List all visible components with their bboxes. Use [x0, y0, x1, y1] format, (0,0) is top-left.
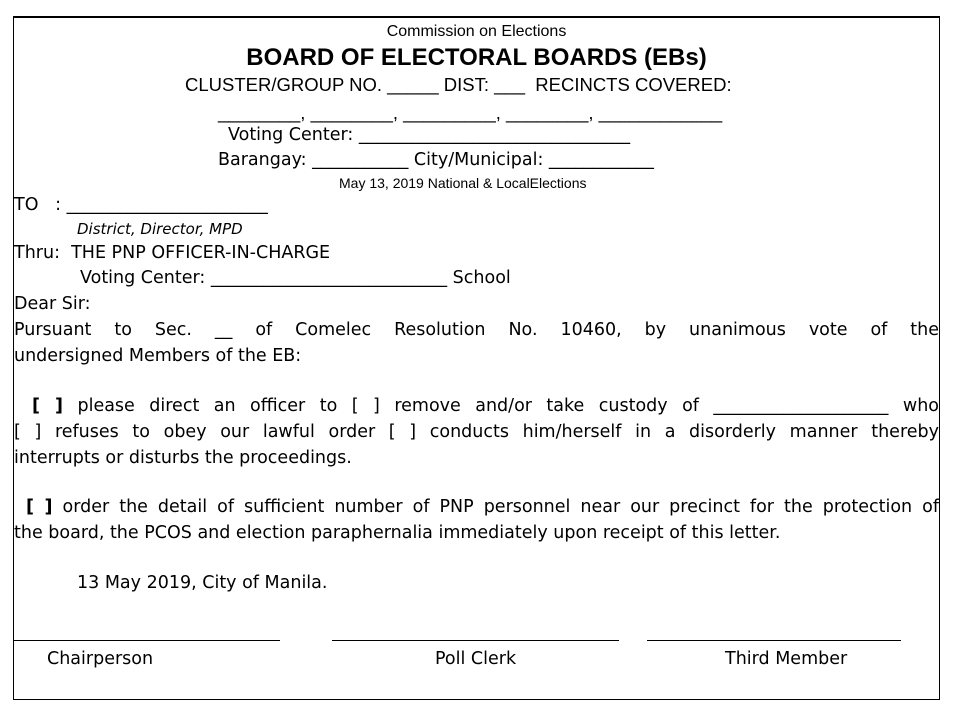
option-detail-text-1: order the detail of sufficient number of PNP personnel near our precinct for the protection of — [62, 497, 939, 517]
thru-line: Thru: THE PNP OFFICER-IN-CHARGE — [14, 243, 331, 263]
form-title: BOARD OF ELECTORAL BOARDS (EBs) — [246, 44, 707, 71]
option-custody — [14, 398, 939, 476]
option-custody-line-1 — [14, 398, 939, 424]
option-detail — [14, 499, 939, 551]
option-detail-line-1 — [14, 499, 939, 525]
voting-center-header-line: Voting Center: _______________________________ — [228, 125, 631, 145]
to-subtitle: District, Director, MPD — [77, 220, 243, 238]
poll-clerk-signature-line — [332, 640, 619, 641]
precinct-blanks: ________, ________, _________, ________, ____________ — [218, 102, 723, 123]
agency-name: Commission on Elections — [386, 23, 567, 40]
chairperson-signature-line — [14, 640, 280, 641]
poll-clerk-label: Poll Clerk — [435, 649, 517, 669]
intro-line-2: undersigned Members of the EB: — [14, 346, 302, 366]
thru-voting-center-line: Voting Center: ___________________________ School — [80, 268, 511, 288]
chairperson-label: Chairperson — [47, 649, 154, 669]
option-custody-text-1: please direct an officer to [ ] remove and/or take custody of ____________________ who — [77, 396, 939, 416]
date-place: 13 May 2019, City of Manila. — [77, 573, 328, 593]
option-detail-line-2: the board, the PCOS and election paraphernalia immediately upon receipt of this letter. — [14, 523, 781, 543]
election-name: May 13, 2019 National & LocalElections — [339, 175, 587, 191]
barangay-city-line: Barangay: ___________ City/Municipal: ____________ — [218, 150, 654, 170]
third-member-label: Third Member — [725, 649, 848, 669]
salutation: Dear Sir: — [14, 294, 91, 314]
option-detail-checkbox[interactable]: [ ] — [26, 497, 53, 517]
intro-line-1: Pursuant to Sec. __ of Comelec Resolution No. 10460, by unanimous vote of the — [14, 320, 939, 340]
third-member-signature-line — [647, 640, 901, 641]
option-custody-line-2: [ ] refuses to obey our lawful order [ ] conducts him/herself in a disorderly manner thereby — [14, 422, 939, 442]
option-custody-checkbox[interactable]: [ ] — [32, 396, 63, 416]
cluster-line: CLUSTER/GROUP NO. _____ DIST: ___ RECINCTS COVERED: — [185, 74, 732, 95]
intro-paragraph — [14, 322, 939, 374]
to-line: TO : _______________________ — [14, 195, 268, 215]
option-custody-line-3: interrupts or disturbs the proceedings. — [14, 448, 352, 468]
